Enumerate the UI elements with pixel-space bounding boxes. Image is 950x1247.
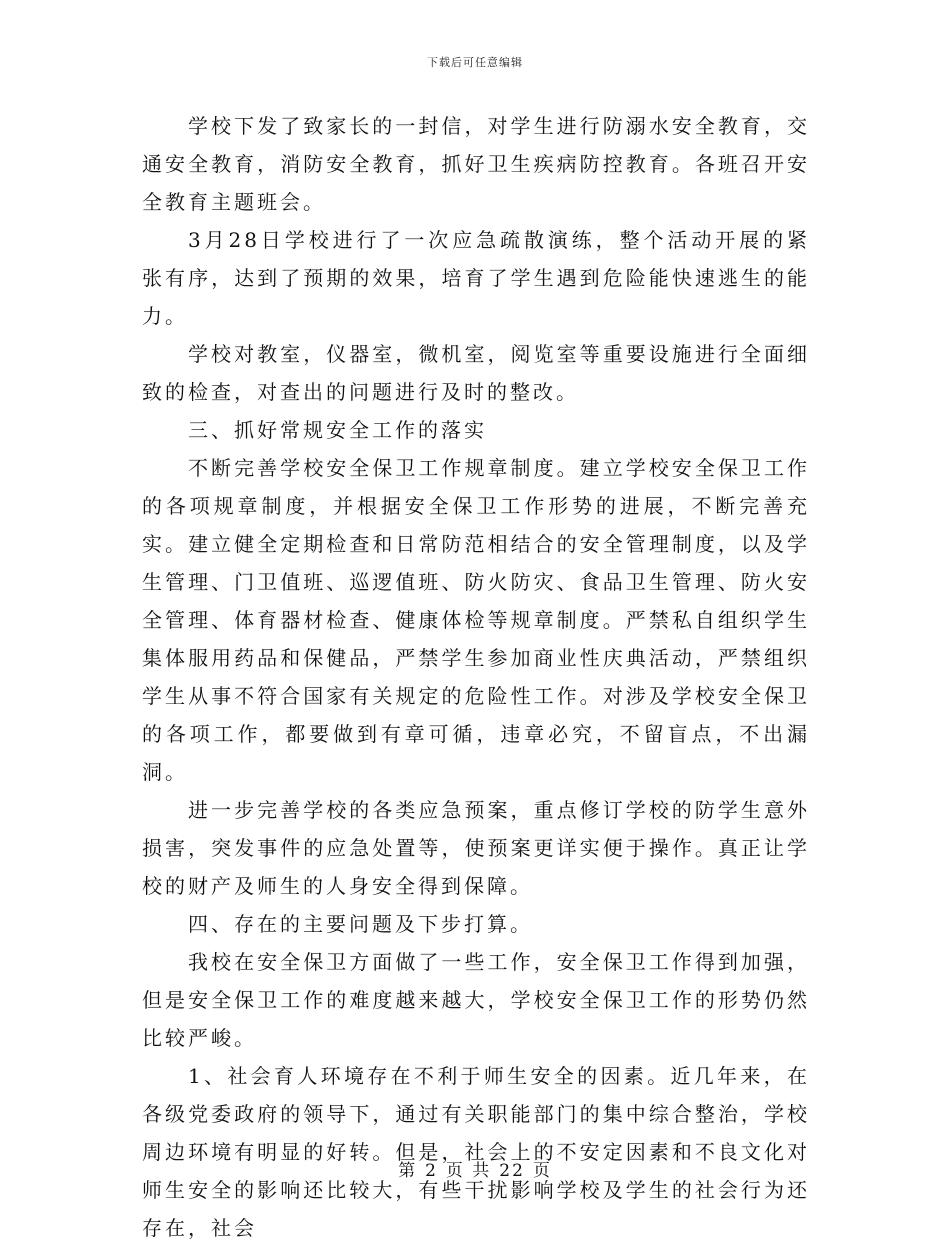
paragraph: 3月28日学校进行了一次应急疏散演练，整个活动开展的紧张有序，达到了预期的效果，培育了学生遇到危险能快速逃生的能力。 [142, 228, 810, 328]
document-body [142, 107, 810, 1247]
paragraph: 不断完善学校安全保卫工作规章制度。建立学校安全保卫工作的各项规章制度，并根据安全保卫工作形势的进展，不断完善充实。建立健全定期检查和日常防范相结合的安全管理制度，以及学生管理、门卫值班、巡逻值班、防火防灾、食品卫生管理、防火安全管理、体育器材检查、健康体检等规章制度。严禁私自组织学生集体服用药品和保健品，严禁学生参加商业性庆典活动，严禁组织学生从事不符合国家有关规定的危险性工作。对涉及学校安全保卫的各项工作，都要做到有章可循，违章必究，不留盲点，不出漏洞。 [142, 456, 810, 784]
paragraph: 学校下发了致家长的一封信，对学生进行防溺水安全教育，交通安全教育，消防安全教育，抓好卫生疾病防控教育。各班召开安全教育主题班会。 [142, 114, 810, 214]
paragraph: 我校在安全保卫方面做了一些工作，安全保卫工作得到加强，但是安全保卫工作的难度越来越大，学校安全保卫工作的形势仍然比较严峻。 [142, 950, 810, 1050]
paragraph: 学校对教室，仪器室，微机室，阅览室等重要设施进行全面细致的检查，对查出的问题进行及时的整改。 [142, 342, 810, 404]
page-label-suffix: 页 [532, 1161, 552, 1181]
page-total: 22 [499, 1161, 525, 1181]
page-current: 2 [425, 1161, 438, 1181]
page-label-prefix: 第 [398, 1161, 418, 1181]
paragraph: 1、社会育人环境存在不利于师生安全的因素。近几年来，在各级党委政府的领导下，通过有关职能部门的集中综合整治，学校周边环境有明显的好转。但是，社会上的不安定因素和不良文化对师生安全的影响还比较大，有些干扰影响学校及学生的社会行为还存在，社会 [142, 1064, 810, 1240]
page-number-footer [0, 1156, 950, 1181]
header-note: 下载后可任意编辑 [427, 56, 523, 69]
page-label-mid: 页 共 [445, 1161, 492, 1181]
section-heading: 四、存在的主要问题及下步打算。 [188, 912, 533, 936]
paragraph: 进一步完善学校的各类应急预案，重点修订学校的防学生意外损害，突发事件的应急处置等，使预案更详实便于操作。真正让学校的财产及师生的人身安全得到保障。 [142, 798, 810, 898]
section-heading: 三、抓好常规安全工作的落实 [188, 418, 487, 442]
